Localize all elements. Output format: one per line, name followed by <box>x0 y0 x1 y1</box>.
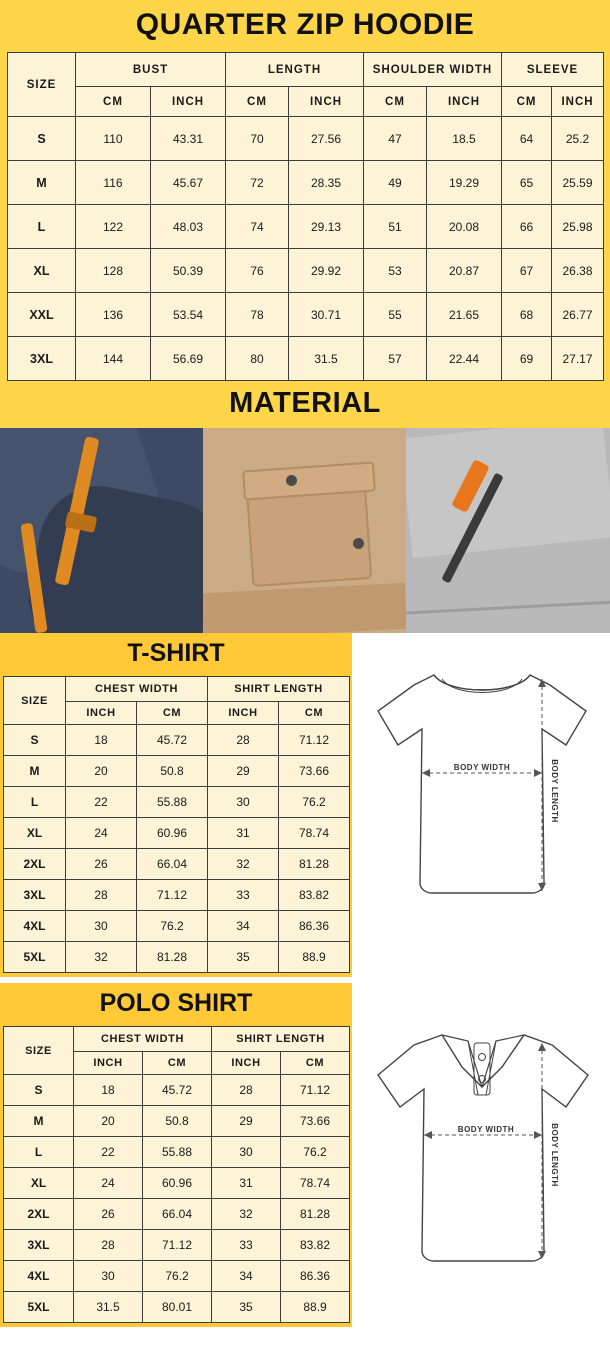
cell: 81.28 <box>279 849 350 880</box>
row-size: 3XL <box>4 1230 74 1261</box>
row-size: 3XL <box>4 880 66 911</box>
cell: 88.9 <box>279 942 350 973</box>
cell: 76.2 <box>279 787 350 818</box>
cell: 28 <box>212 1075 281 1106</box>
unit-shoulder-inch: INCH <box>427 87 502 117</box>
hoodie-size-table <box>7 52 604 381</box>
cell: 66 <box>502 205 552 249</box>
cell: 45.72 <box>143 1075 212 1106</box>
cell: 24 <box>66 818 137 849</box>
row-size: 4XL <box>4 1261 74 1292</box>
header-shirt-length: SHIRT LENGTH <box>208 677 350 702</box>
table-row <box>4 1230 350 1261</box>
row-size: 3XL <box>8 337 76 381</box>
unit-sleeve-cm: CM <box>502 87 552 117</box>
cell: 66.04 <box>137 849 208 880</box>
cell: 86.36 <box>281 1261 350 1292</box>
cell: 20 <box>74 1106 143 1137</box>
cell: 26 <box>66 849 137 880</box>
cell: 83.82 <box>279 880 350 911</box>
cell: 24 <box>74 1168 143 1199</box>
table-row <box>4 849 350 880</box>
material-title: MATERIAL <box>229 387 381 419</box>
cell: 64 <box>502 117 552 161</box>
unit-bust-inch: INCH <box>151 87 226 117</box>
polo-title: POLO SHIRT <box>99 989 253 1017</box>
row-size: 4XL <box>4 911 66 942</box>
row-size: XL <box>8 249 76 293</box>
row-size: M <box>4 1106 74 1137</box>
hoodie-title: QUARTER ZIP HOODIE <box>135 8 475 41</box>
table-row <box>4 1199 350 1230</box>
cell: 26.77 <box>552 293 604 337</box>
polo-diagram-panel <box>352 983 610 1327</box>
body-length-label: BODY LENGTH <box>550 1123 559 1187</box>
cell: 26 <box>74 1199 143 1230</box>
cell: 27.56 <box>289 117 364 161</box>
header-sleeve: SLEEVE <box>502 53 604 87</box>
cell: 68 <box>502 293 552 337</box>
material-photo-strip <box>0 428 610 633</box>
header-shoulder-width: SHOULDER WIDTH <box>364 53 502 87</box>
cell: 73.66 <box>279 756 350 787</box>
cell: 27.17 <box>552 337 604 381</box>
cell: 33 <box>212 1230 281 1261</box>
cell: 81.28 <box>281 1199 350 1230</box>
cell: 60.96 <box>137 818 208 849</box>
cell: 78 <box>226 293 289 337</box>
cell: 88.9 <box>281 1292 350 1323</box>
cell: 144 <box>76 337 151 381</box>
cell: 31 <box>212 1168 281 1199</box>
unit-chest-cm: CM <box>137 702 208 725</box>
unit-length-cm: CM <box>226 87 289 117</box>
polo-measurement-diagram <box>356 983 606 1283</box>
unit-length-cm: CM <box>279 702 350 725</box>
cell: 57 <box>364 337 427 381</box>
table-row <box>4 1261 350 1292</box>
cell: 55.88 <box>137 787 208 818</box>
cell: 43.31 <box>151 117 226 161</box>
cell: 32 <box>208 849 279 880</box>
tshirt-measurement-diagram <box>356 633 606 933</box>
cell: 76.2 <box>137 911 208 942</box>
cell: 28.35 <box>289 161 364 205</box>
cell: 29 <box>208 756 279 787</box>
cell: 50.8 <box>143 1106 212 1137</box>
table-row <box>4 880 350 911</box>
header-size: SIZE <box>4 1027 74 1075</box>
cell: 136 <box>76 293 151 337</box>
tan-sleeve-pocket-photo <box>203 428 406 633</box>
cell: 22.44 <box>427 337 502 381</box>
cell: 31 <box>208 818 279 849</box>
table-row <box>4 911 350 942</box>
row-size: 5XL <box>4 1292 74 1323</box>
cell: 28 <box>66 880 137 911</box>
row-size: L <box>4 787 66 818</box>
cell: 29 <box>212 1106 281 1137</box>
cell: 86.36 <box>279 911 350 942</box>
cell: 31.5 <box>74 1292 143 1323</box>
cell: 30 <box>208 787 279 818</box>
cell: 18.5 <box>427 117 502 161</box>
cell: 55.88 <box>143 1137 212 1168</box>
cell: 26.38 <box>552 249 604 293</box>
cell: 67 <box>502 249 552 293</box>
row-size: XL <box>4 818 66 849</box>
unit-length-inch: INCH <box>289 87 364 117</box>
cell: 71.12 <box>143 1230 212 1261</box>
cell: 47 <box>364 117 427 161</box>
table-row <box>4 756 350 787</box>
body-width-label: BODY WIDTH <box>457 1125 515 1134</box>
cell: 30 <box>74 1261 143 1292</box>
cell: 71.12 <box>279 725 350 756</box>
table-row <box>4 1137 350 1168</box>
cell: 50.39 <box>151 249 226 293</box>
unit-bust-cm: CM <box>76 87 151 117</box>
row-size: XXL <box>8 293 76 337</box>
cell: 78.74 <box>281 1168 350 1199</box>
cell: 53.54 <box>151 293 226 337</box>
unit-length-inch: INCH <box>208 702 279 725</box>
cell: 53 <box>364 249 427 293</box>
cell: 80 <box>226 337 289 381</box>
header-size: SIZE <box>4 677 66 725</box>
cell: 31.5 <box>289 337 364 381</box>
cell: 66.04 <box>143 1199 212 1230</box>
header-length: LENGTH <box>226 53 364 87</box>
unit-chest-cm: CM <box>143 1052 212 1075</box>
row-size: XL <box>4 1168 74 1199</box>
cell: 32 <box>212 1199 281 1230</box>
cell: 18 <box>74 1075 143 1106</box>
cell: 80.01 <box>143 1292 212 1323</box>
header-bust: BUST <box>76 53 226 87</box>
table-row <box>4 1168 350 1199</box>
row-size: M <box>8 161 76 205</box>
unit-sleeve-inch: INCH <box>552 87 604 117</box>
polo-size-section <box>0 983 610 1327</box>
table-header-groups <box>8 53 604 87</box>
cell: 22 <box>66 787 137 818</box>
cell: 51 <box>364 205 427 249</box>
row-size: S <box>8 117 76 161</box>
row-size: S <box>4 725 66 756</box>
table-row <box>4 1292 350 1323</box>
row-size: 5XL <box>4 942 66 973</box>
cell: 116 <box>76 161 151 205</box>
cell: 55 <box>364 293 427 337</box>
cell: 35 <box>212 1292 281 1323</box>
cell: 45.67 <box>151 161 226 205</box>
cell: 29.92 <box>289 249 364 293</box>
unit-shoulder-cm: CM <box>364 87 427 117</box>
cell: 18 <box>66 725 137 756</box>
table-row <box>4 818 350 849</box>
table-row <box>8 161 604 205</box>
polo-table-panel <box>0 983 352 1327</box>
cell: 20 <box>66 756 137 787</box>
cell: 78.74 <box>279 818 350 849</box>
cell: 28 <box>208 725 279 756</box>
cell: 30 <box>66 911 137 942</box>
cell: 65 <box>502 161 552 205</box>
cell: 30 <box>212 1137 281 1168</box>
cell: 22 <box>74 1137 143 1168</box>
cell: 69 <box>502 337 552 381</box>
cell: 71.12 <box>281 1075 350 1106</box>
cell: 74 <box>226 205 289 249</box>
cell: 76 <box>226 249 289 293</box>
row-size: L <box>4 1137 74 1168</box>
cell: 21.65 <box>427 293 502 337</box>
cell: 60.96 <box>143 1168 212 1199</box>
table-header-groups <box>4 1027 350 1052</box>
cell: 49 <box>364 161 427 205</box>
row-size: 2XL <box>4 849 66 880</box>
table-row <box>4 942 350 973</box>
table-header-units <box>8 87 604 117</box>
header-shirt-length: SHIRT LENGTH <box>212 1027 350 1052</box>
row-size: L <box>8 205 76 249</box>
cell: 81.28 <box>137 942 208 973</box>
table-row <box>4 725 350 756</box>
cell: 25.98 <box>552 205 604 249</box>
table-header-groups <box>4 677 350 702</box>
unit-length-inch: INCH <box>212 1052 281 1075</box>
unit-chest-inch: INCH <box>74 1052 143 1075</box>
table-row <box>4 1106 350 1137</box>
cell: 70 <box>226 117 289 161</box>
tshirt-title: T-SHIRT <box>127 639 225 667</box>
header-chest-width: CHEST WIDTH <box>66 677 208 702</box>
cell: 73.66 <box>281 1106 350 1137</box>
unit-length-cm: CM <box>281 1052 350 1075</box>
header-chest-width: CHEST WIDTH <box>74 1027 212 1052</box>
cell: 28 <box>74 1230 143 1261</box>
tshirt-table-panel <box>0 633 352 977</box>
row-size: S <box>4 1075 74 1106</box>
cell: 110 <box>76 117 151 161</box>
row-size: 2XL <box>4 1199 74 1230</box>
row-size: M <box>4 756 66 787</box>
body-width-label: BODY WIDTH <box>453 763 511 772</box>
cell: 19.29 <box>427 161 502 205</box>
cell: 30.71 <box>289 293 364 337</box>
cell: 35 <box>208 942 279 973</box>
cell: 45.72 <box>137 725 208 756</box>
navy-hoodie-drawstring-photo <box>0 428 203 633</box>
tshirt-size-section <box>0 633 610 983</box>
table-row <box>8 205 604 249</box>
cell: 20.08 <box>427 205 502 249</box>
cell: 56.69 <box>151 337 226 381</box>
cell: 34 <box>212 1261 281 1292</box>
cell: 34 <box>208 911 279 942</box>
cell: 25.59 <box>552 161 604 205</box>
cell: 29.13 <box>289 205 364 249</box>
cell: 33 <box>208 880 279 911</box>
cell: 50.8 <box>137 756 208 787</box>
hoodie-size-section <box>0 0 610 428</box>
table-row <box>8 117 604 161</box>
cell: 20.87 <box>427 249 502 293</box>
material-banner <box>0 381 610 428</box>
unit-chest-inch: INCH <box>66 702 137 725</box>
header-size: SIZE <box>8 53 76 117</box>
cell: 71.12 <box>137 880 208 911</box>
cell: 128 <box>76 249 151 293</box>
table-row <box>4 1075 350 1106</box>
cell: 76.2 <box>143 1261 212 1292</box>
cell: 122 <box>76 205 151 249</box>
table-row <box>8 293 604 337</box>
cell: 72 <box>226 161 289 205</box>
cell: 76.2 <box>281 1137 350 1168</box>
table-row <box>8 249 604 293</box>
grey-zipper-pull-photo <box>406 428 610 633</box>
table-row <box>8 337 604 381</box>
polo-size-table <box>3 1026 350 1323</box>
tshirt-size-table <box>3 676 350 973</box>
cell: 83.82 <box>281 1230 350 1261</box>
cell: 25.2 <box>552 117 604 161</box>
cell: 32 <box>66 942 137 973</box>
cell: 48.03 <box>151 205 226 249</box>
table-row <box>4 787 350 818</box>
tshirt-diagram-panel <box>352 633 610 977</box>
body-length-label: BODY LENGTH <box>550 759 559 823</box>
